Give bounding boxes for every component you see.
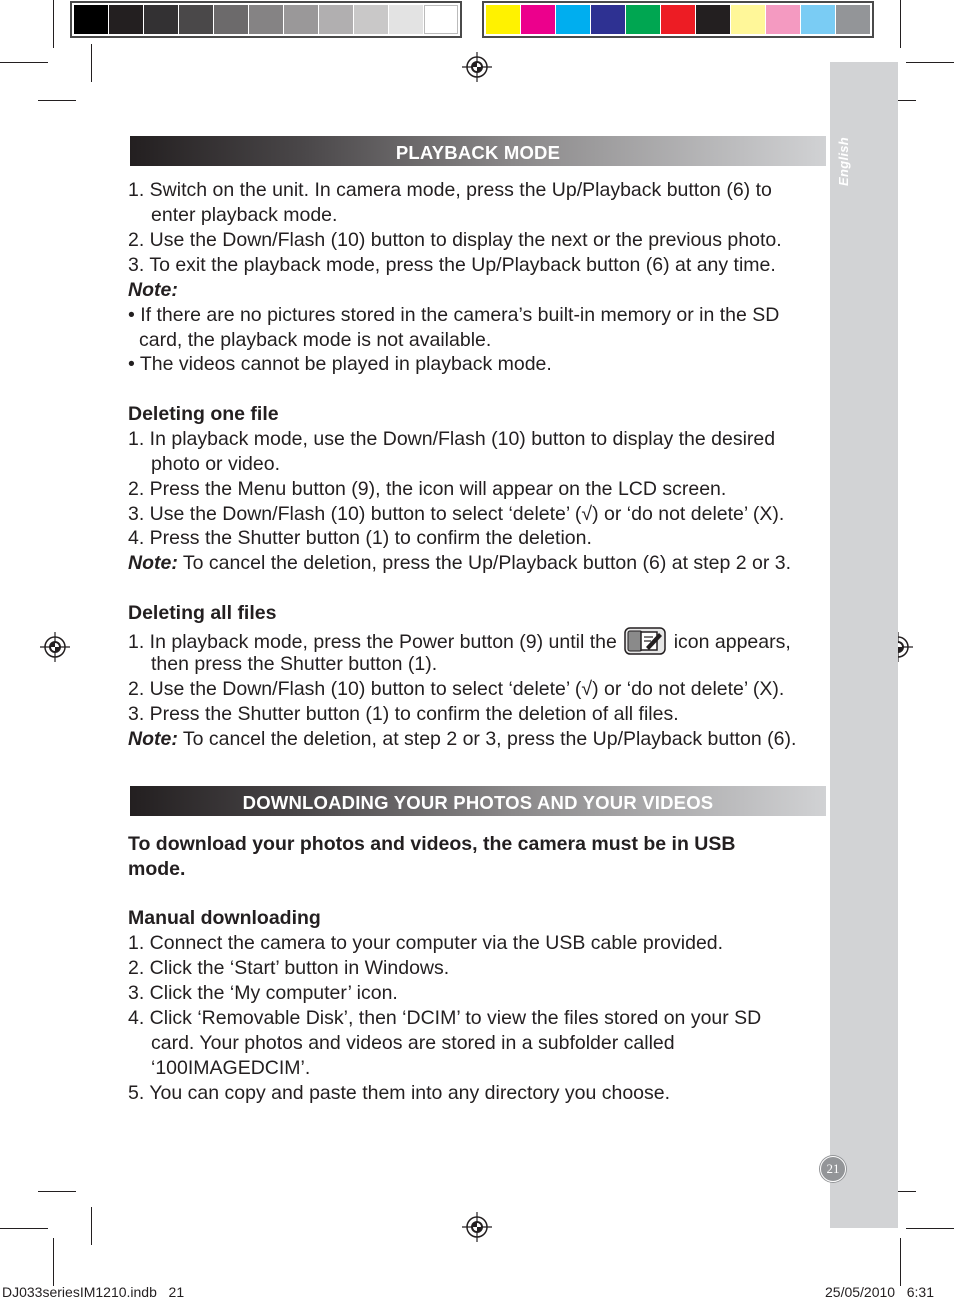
registration-mark-icon <box>40 632 70 662</box>
playback-step-1-cont: enter playback mode. <box>151 204 338 226</box>
color-swatch <box>486 5 520 34</box>
process-color-bar <box>482 1 874 38</box>
crop-mark <box>0 1228 48 1229</box>
delete-all-step-1 <box>128 627 791 655</box>
download-step-2: 2. Click the ‘Start’ button in Windows. <box>128 957 450 979</box>
crop-mark <box>38 1191 76 1192</box>
crop-mark <box>906 1228 954 1229</box>
delete-all-note <box>128 727 796 752</box>
delete-all-step-2: 2. Use the Down/Flash (10) button to select ‘delete’ (√) or ‘do not delete’ (X). <box>128 678 785 700</box>
download-intro: To download your photos and videos, the camera must be in USB <box>128 833 736 855</box>
download-step-4-cont: ‘100IMAGEDCIM’. <box>151 1057 311 1079</box>
color-swatch <box>284 5 318 34</box>
color-swatch <box>556 5 590 34</box>
note-bullet-2: • The videos cannot be played in playback mode. <box>128 353 552 375</box>
color-swatch <box>249 5 283 34</box>
note-bullet-1-cont: card, the playback mode is not available. <box>139 329 492 351</box>
color-swatch <box>424 5 458 34</box>
section-title: PLAYBACK MODE <box>395 142 561 163</box>
crop-mark <box>91 1207 92 1245</box>
step-text: icon appears, <box>673 631 791 653</box>
delete-all-step-3: 3. Press the Shutter button (1) to confirm the deletion of all files. <box>128 703 679 725</box>
color-swatch <box>179 5 213 34</box>
step-text: 1. In playback mode, press the Power button (9) until the <box>128 631 617 653</box>
color-swatch <box>626 5 660 34</box>
color-swatch <box>521 5 555 34</box>
color-swatch <box>766 5 800 34</box>
crop-mark <box>906 62 954 63</box>
playback-step-1: 1. Switch on the unit. In camera mode, press the Up/Playback button (6) to <box>128 179 772 201</box>
section-title: DOWNLOADING YOUR PHOTOS AND YOUR VIDEOS <box>242 792 714 813</box>
crop-mark <box>91 44 92 82</box>
delete-one-title: Deleting one file <box>128 403 279 425</box>
delete-one-step-3: 3. Use the Down/Flash (10) button to select ‘delete’ (√) or ‘do not delete’ (X). <box>128 503 785 525</box>
delete-all-title: Deleting all files <box>128 602 277 624</box>
download-intro-cont: mode. <box>128 858 186 880</box>
color-swatch <box>836 5 870 34</box>
color-swatch <box>801 5 835 34</box>
download-step-4-cont: card. Your photos and videos are stored in a subfolder called <box>151 1032 675 1054</box>
delete-all-step-1-cont: then press the Shutter button (1). <box>151 653 438 675</box>
footer-timestamp: 25/05/2010 6:31 <box>825 1284 934 1300</box>
note-label: Note: <box>128 552 178 574</box>
page-number: 21 <box>820 1156 846 1182</box>
color-swatch <box>74 5 108 34</box>
download-step-1: 1. Connect the camera to your computer via the USB cable provided. <box>128 932 724 954</box>
registration-mark-icon <box>462 52 492 82</box>
delete-one-step-2: 2. Press the Menu button (9), the icon will appear on the LCD screen. <box>128 478 727 500</box>
color-swatch <box>354 5 388 34</box>
color-swatch <box>696 5 730 34</box>
color-swatch <box>661 5 695 34</box>
color-swatch <box>214 5 248 34</box>
color-swatch <box>144 5 178 34</box>
registration-mark-icon <box>462 1212 492 1242</box>
crop-mark <box>900 0 901 48</box>
crop-mark <box>900 1238 901 1286</box>
delete-one-step-4: 4. Press the Shutter button (1) to confirm the deletion. <box>128 527 592 549</box>
playback-section-header <box>130 136 826 166</box>
color-swatch <box>109 5 143 34</box>
crop-mark <box>38 100 76 101</box>
download-step-4: 4. Click ‘Removable Disk’, then ‘DCIM’ to view the files stored on your SD <box>128 1007 762 1029</box>
color-swatch <box>389 5 423 34</box>
footer-file-info: DJ033seriesIM1210.indb 21 <box>2 1284 185 1300</box>
crop-mark <box>0 62 48 63</box>
color-swatch <box>731 5 765 34</box>
playback-step-2: 2. Use the Down/Flash (10) button to display the next or the previous photo. <box>128 229 782 251</box>
delete-one-step-1: 1. In playback mode, use the Down/Flash (10) button to display the desired <box>128 428 776 450</box>
note-bullet-1: • If there are no pictures stored in the camera’s built-in memory or in the SD <box>128 304 780 326</box>
note-text: To cancel the deletion, press the Up/Playback button (6) at step 2 or 3. <box>177 552 791 574</box>
language-label: English <box>836 136 851 186</box>
delete-one-note <box>128 551 791 576</box>
manual-download-title: Manual downloading <box>128 907 321 929</box>
download-step-3: 3. Click the ‘My computer’ icon. <box>128 982 398 1004</box>
language-side-tab <box>830 62 898 1228</box>
color-swatch <box>591 5 625 34</box>
download-section-header <box>130 786 826 816</box>
delete-all-icon <box>624 627 666 655</box>
delete-one-step-1-cont: photo or video. <box>151 453 281 475</box>
grayscale-color-bar <box>70 1 462 38</box>
color-swatch <box>319 5 353 34</box>
crop-mark <box>53 1238 54 1286</box>
playback-step-3: 3. To exit the playback mode, press the Up/Playback button (6) at any time. <box>128 254 776 276</box>
note-label: Note: <box>128 279 178 301</box>
note-label: Note: <box>128 728 178 750</box>
download-step-5: 5. You can copy and paste them into any directory you choose. <box>128 1082 671 1104</box>
note-text: To cancel the deletion, at step 2 or 3, press the Up/Playback button (6). <box>177 728 797 750</box>
crop-mark <box>53 0 54 48</box>
